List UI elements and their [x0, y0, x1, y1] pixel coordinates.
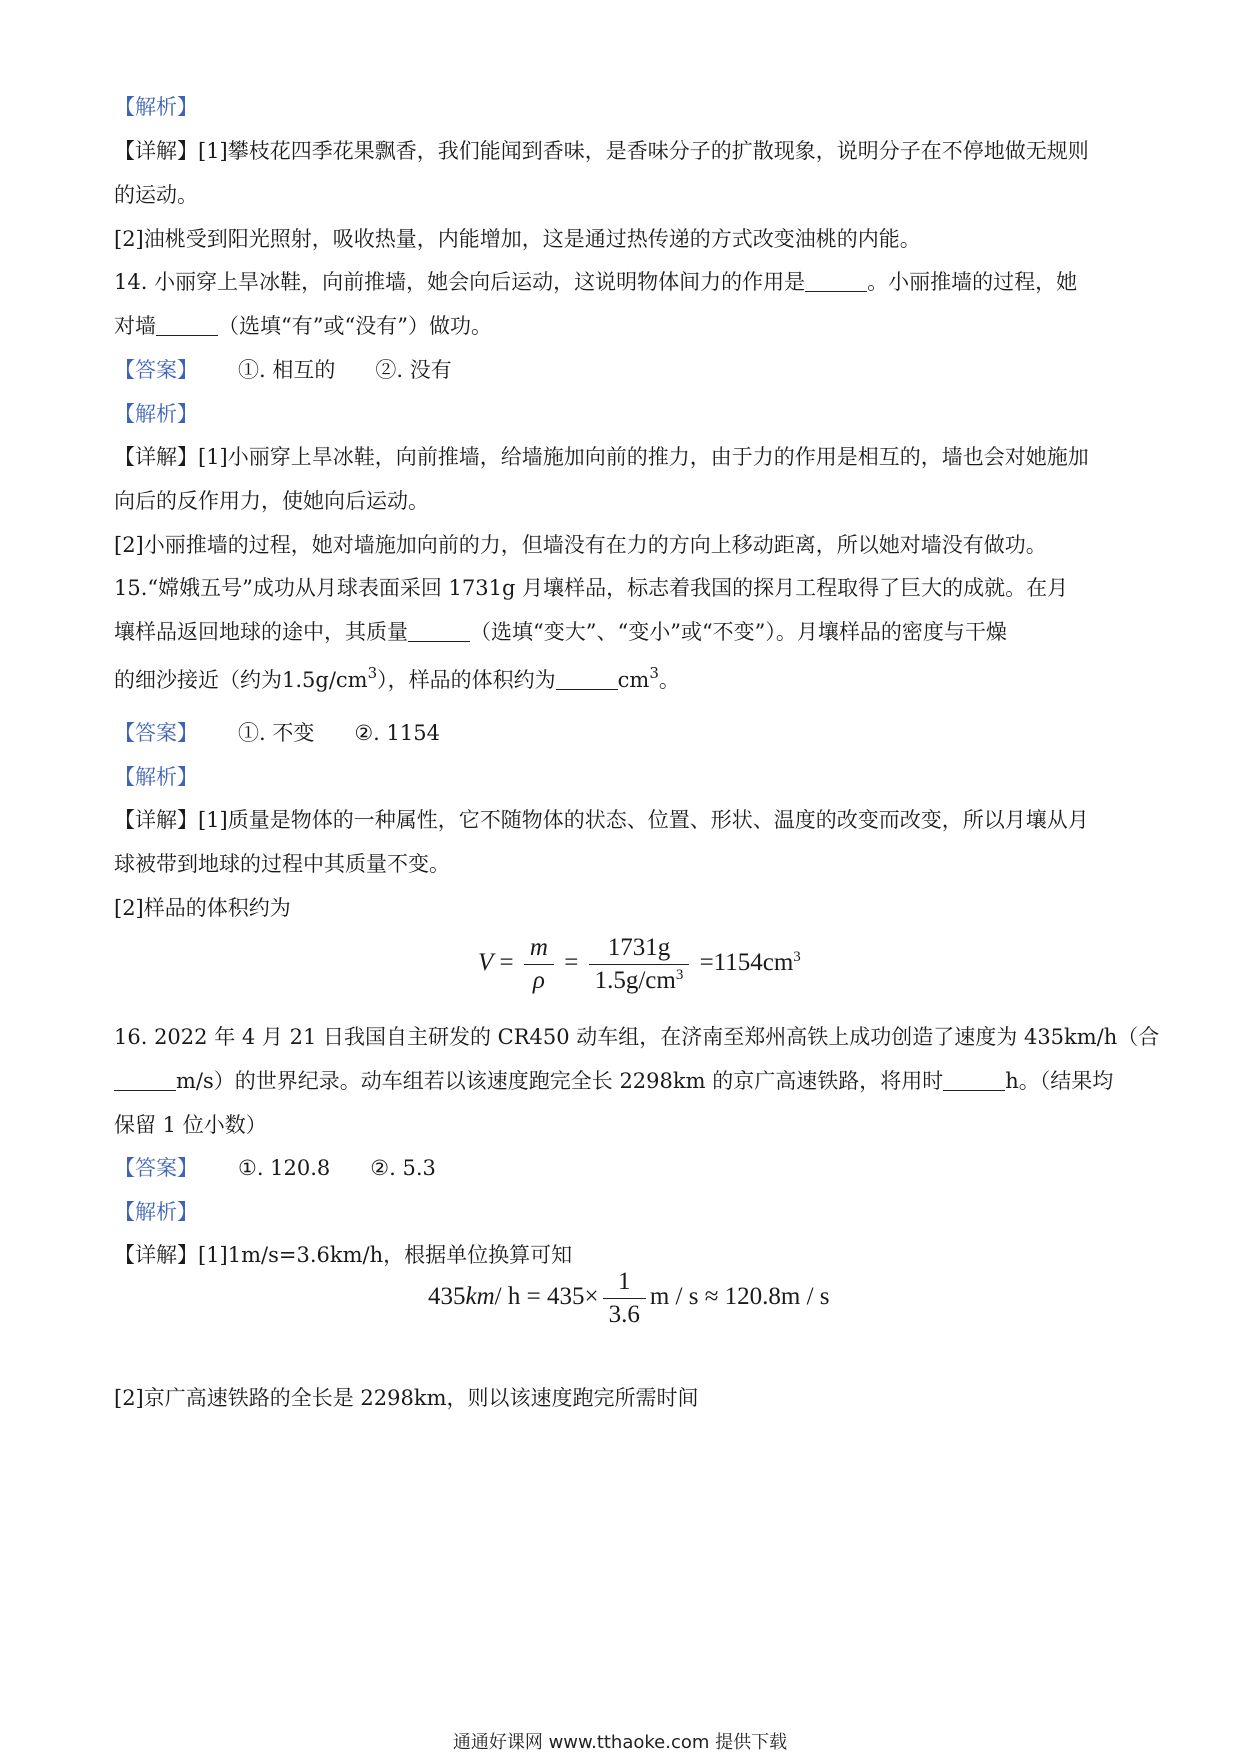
- formula-unit: / h: [494, 1283, 521, 1311]
- volume-formula: [478, 934, 801, 995]
- q16-answer-line: [114, 1153, 1130, 1183]
- detail-label: 【详解】: [114, 808, 198, 832]
- speed-formula: [428, 1268, 830, 1329]
- answer-blank: [408, 621, 470, 642]
- fraction-numerator: m: [524, 934, 554, 965]
- q16-detail-line-1: [114, 1240, 1130, 1270]
- superscript: 3: [675, 967, 684, 983]
- fraction-conversion: [603, 1268, 646, 1329]
- detail-label: 【详解】: [114, 1243, 198, 1267]
- fraction-numerator: 1: [603, 1268, 646, 1299]
- answer-blank: [805, 271, 867, 292]
- q16-question-line-3: 保留 1 位小数）: [114, 1113, 267, 1137]
- q14-detail-line-2: 向后的反作用力，使她向后运动。: [114, 489, 429, 513]
- q15-detail-line-1: [114, 805, 1130, 835]
- answer-item: ①. 相互的: [238, 358, 336, 382]
- detail-text: [1]质量是物体的一种属性，它不随物体的状态、位置、形状、温度的改变而改变，所以月壤从月: [198, 808, 1089, 832]
- q15-question-line-3: [114, 665, 1130, 695]
- q13-detail-line-2: 的运动。: [114, 183, 198, 207]
- question-text: 壤样品返回地球的途中，其质量: [114, 620, 408, 644]
- q16-question-line-1: 16. 2022 年 4 月 21 日我国自主研发的 CR450 动车组，在济南至郑州高铁上成功创造了速度为 435km/h（合: [114, 1025, 1160, 1049]
- question-text: m/s）的世界纪录。动车组若以该速度跑完全长 2298km 的京广高速铁路，将用时: [176, 1069, 944, 1093]
- answer-blank: [556, 669, 618, 690]
- question-text: （选填“有”或“没有”）做功。: [218, 314, 492, 338]
- question-text: 。小丽推墙的过程，她: [867, 270, 1078, 294]
- answer-blank: [114, 1070, 176, 1091]
- detail-label: 【详解】: [114, 139, 198, 163]
- fraction-numerator: 1731g: [589, 934, 690, 965]
- q15-question-line-2: [114, 617, 1130, 647]
- analysis-label: 【解析】: [114, 402, 198, 426]
- punctuation: 。: [658, 668, 680, 692]
- q14-question-line-2: [114, 311, 1130, 341]
- q13-detail-line-1: [114, 136, 1130, 166]
- answer-label: 【答案】: [114, 358, 198, 382]
- analysis-label: 【解析】: [114, 1200, 198, 1224]
- answer-item: ②. 5.3: [370, 1156, 436, 1180]
- q15-answer-line: [114, 718, 1130, 748]
- question-text: 的细沙接近（约为1.5g/cm: [114, 668, 368, 692]
- q13-detail-line-3: [2]油桃受到阳光照射，吸收热量，内能增加，这是通过热传递的方式改变油桃的内能。: [114, 227, 921, 251]
- formula-text: 435: [428, 1283, 466, 1311]
- superscript: 3: [793, 949, 801, 966]
- detail-text: [1]攀枝花四季花果飘香，我们能闻到香味，是香味分子的扩散现象，说明分子在不停地做无规则: [198, 139, 1089, 163]
- answer-item: ②. 1154: [354, 721, 440, 745]
- formula-text: 1.5g/cm: [594, 967, 676, 994]
- analysis-label: 【解析】: [114, 95, 198, 119]
- detail-text: [1]小丽穿上旱冰鞋，向前推墙，给墙施加向前的推力，由于力的作用是相互的，墙也会对她施加: [198, 445, 1089, 469]
- q16-question-line-2: [114, 1066, 1130, 1096]
- unit-text: cm: [617, 668, 650, 692]
- q14-detail-line-1: [114, 442, 1130, 472]
- question-text: （选填“变大”、“变小”或“不变”）。月壤样品的密度与干燥: [470, 620, 1007, 644]
- formula-text: 435×: [546, 1283, 599, 1311]
- answer-label: 【答案】: [114, 721, 198, 745]
- answer-item: ①. 120.8: [238, 1156, 331, 1180]
- answer-blank: [156, 315, 218, 336]
- formula-operator: =: [499, 949, 514, 977]
- analysis-label: 【解析】: [114, 765, 198, 789]
- q14-detail-line-3: [2]小丽推墙的过程，她对墙施加向前的力，但墙没有在力的方向上移动距离，所以她对墙没有做功。: [114, 533, 1047, 557]
- formula-operator: =: [526, 1283, 541, 1311]
- fraction-denominator: ρ: [532, 967, 545, 994]
- answer-label: 【答案】: [114, 1156, 198, 1180]
- fraction-denominator: [589, 965, 690, 995]
- answer-item: ①. 不变: [238, 721, 315, 745]
- fraction-values: [589, 934, 690, 995]
- formula-unit: km: [465, 1283, 495, 1311]
- formula-operator: =: [564, 949, 579, 977]
- q15-detail-line-3: [2]样品的体积约为: [114, 896, 291, 920]
- answer-item: ②. 没有: [375, 358, 452, 382]
- question-text: 14. 小丽穿上旱冰鞋，向前推墙，她会向后运动，这说明物体间力的作用是: [114, 270, 806, 294]
- fraction-m-rho: [524, 934, 554, 995]
- answer-blank: [943, 1070, 1005, 1091]
- q14-question-line-1: [114, 267, 1130, 297]
- q15-question-line-1: 15.“嫦娥五号”成功从月球表面采回 1731g 月壤样品，标志着我国的探月工程取得了巨大的成就。在月: [114, 576, 1069, 600]
- question-text: 对墙: [114, 314, 156, 338]
- formula-result: m / s ≈ 120.8m / s: [649, 1283, 830, 1311]
- superscript: 3: [367, 664, 378, 682]
- question-text: ），样品的体积约为: [377, 668, 556, 692]
- detail-label: 【详解】: [114, 445, 198, 469]
- question-text: h。（结果均: [1005, 1069, 1114, 1093]
- formula-result: =1154cm: [699, 949, 794, 977]
- fraction-denominator: 3.6: [608, 1301, 640, 1328]
- page-footer: 通通好课网 www.tthaoke.com 提供下载: [452, 1732, 788, 1753]
- q14-answer-line: [114, 355, 1130, 385]
- q15-detail-line-2: 球被带到地球的过程中其质量不变。: [114, 852, 450, 876]
- superscript: 3: [649, 664, 659, 682]
- detail-text: [1]1m/s=3.6km/h，根据单位换算可知: [198, 1243, 573, 1267]
- q16-detail-line-2: [2]京广高速铁路的全长是 2298km，则以该速度跑完所需时间: [114, 1386, 699, 1410]
- formula-symbol: V: [478, 949, 494, 977]
